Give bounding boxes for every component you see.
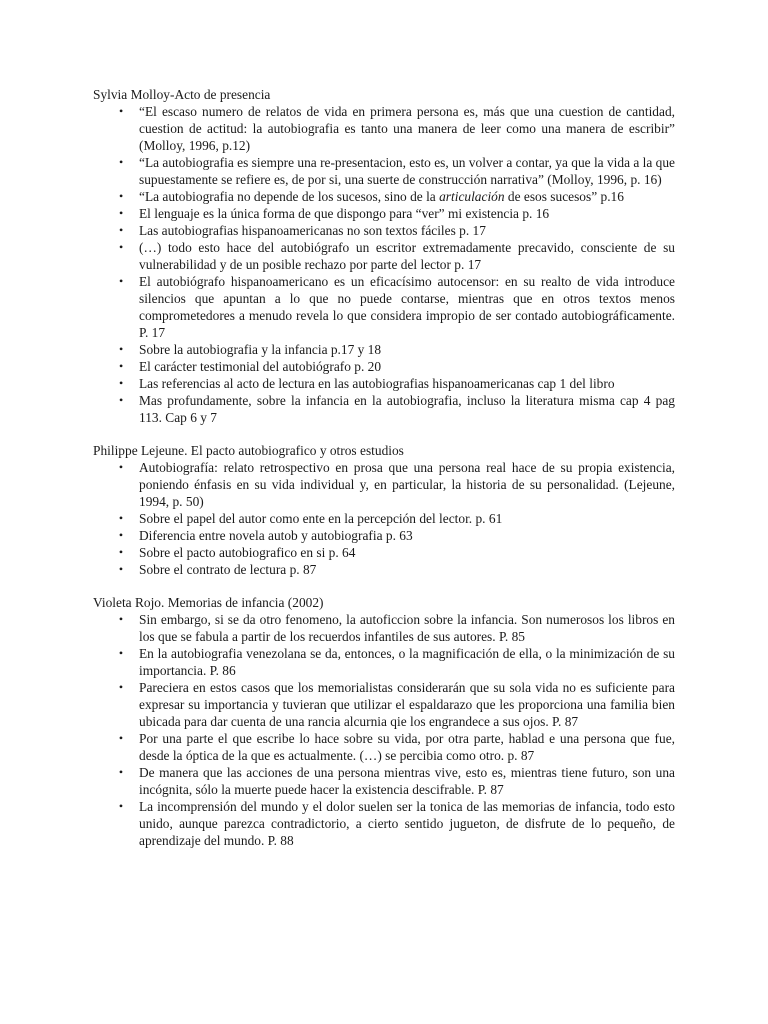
list-item (93, 273, 675, 341)
section-rojo (93, 594, 675, 849)
item-text: Pareciera en estos casos que los memorialistas considerarán que su sola vida no es suficiente para expresar su importancia y tuvieran que utilizar el espaldarazo que les proporciona una familia bien ubicada para dar cuenta de una rancia alcurnia qie los engrandece a sus ojos. P. 87 (139, 680, 675, 729)
bullet-icon: • (118, 223, 124, 237)
list-item (93, 510, 675, 527)
item-text: El carácter testimonial del autobiógrafo p. 20 (139, 359, 382, 374)
document-page (93, 86, 675, 849)
bullet-icon: • (118, 646, 124, 660)
item-text: Por una parte el que escribe lo hace sobre su vida, por otra parte, hablad e una persona que fue, desde la óptica de la que es actualmente. (…) se percibia como otro. p. 87 (139, 731, 675, 763)
item-text: “El escaso numero de relatos de vida en primera persona es, más que una cuestion de cantidad, cuestion de actitud: la autobiografia es tanto una manera de leer como una manera de escribir” (Molloy, 1996, p.12) (139, 104, 675, 153)
bullet-icon: • (118, 393, 124, 407)
bullet-icon: • (118, 545, 124, 559)
item-text-after: de esos sucesos” p.16 (504, 189, 624, 204)
bullet-icon: • (118, 460, 124, 474)
list-item (93, 798, 675, 849)
list-item (93, 611, 675, 645)
bullet-icon: • (118, 189, 124, 203)
item-text: La incomprensión del mundo y el dolor suelen ser la tonica de las memorias de infancia, todo esto unido, aunque parezca contradictorio, a cierto sentido jugueton, de disfrute de lo pequeño, de aprendizaje del mundo. P. 88 (139, 799, 675, 848)
bullet-list (93, 459, 675, 578)
section-title: Violeta Rojo. Memorias de infancia (2002) (93, 595, 324, 610)
list-item (93, 154, 675, 188)
item-text: “La autobiografia es siempre una re-presentacion, esto es, un volver a contar, ya que la vida a la que supuestamente se refiere es, de por si, una suerte de construcción narrativa” (Molloy, 1996, p. 16) (139, 155, 675, 187)
list-item (93, 205, 675, 222)
bullet-icon: • (118, 206, 124, 220)
bullet-icon: • (118, 104, 124, 118)
item-text: Mas profundamente, sobre la infancia en la autobiografia, incluso la literatura misma cap 4 pag 113. Cap 6 y 7 (139, 393, 675, 425)
bullet-icon: • (118, 799, 124, 813)
list-item (93, 645, 675, 679)
section-title: Philippe Lejeune. El pacto autobiografico y otros estudios (93, 443, 404, 458)
bullet-icon: • (118, 155, 124, 169)
list-item (93, 375, 675, 392)
list-item (93, 527, 675, 544)
item-text: Las autobiografias hispanoamericanas no son textos fáciles p. 17 (139, 223, 486, 238)
item-text: Sobre la autobiografia y la infancia p.17 y 18 (139, 342, 382, 357)
bullet-icon: • (118, 274, 124, 288)
section-title: Sylvia Molloy-Acto de presencia (93, 87, 271, 102)
list-item (93, 103, 675, 154)
bullet-icon: • (118, 680, 124, 694)
item-text-emphasis: articulación (439, 189, 505, 204)
item-text: Autobiografía: relato retrospectivo en prosa que una persona real hace de su propia existencia, poniendo énfasis en su vida individual y, en particular, la historia de su personalidad. (Lejeune, 1994, p. 50) (139, 460, 675, 509)
list-item (93, 188, 675, 205)
bullet-icon: • (118, 342, 124, 356)
list-item (93, 459, 675, 510)
list-item (93, 730, 675, 764)
bullet-list (93, 103, 675, 426)
bullet-icon: • (118, 528, 124, 542)
item-text-before: “La autobiografia no depende de los sucesos, sino de la (139, 189, 440, 204)
item-text: Sin embargo, si se da otro fenomeno, la autoficcion sobre la infancia. Son numerosos los libros en los que se fabula a partir de los recuerdos infantiles de sus autores. P. 85 (139, 612, 675, 644)
item-text: Sobre el papel del autor como ente en la percepción del lector. p. 61 (139, 511, 503, 526)
list-item (93, 392, 675, 426)
bullet-icon: • (118, 731, 124, 745)
bullet-icon: • (118, 562, 124, 576)
bullet-list (93, 611, 675, 849)
list-item (93, 764, 675, 798)
item-text: Sobre el pacto autobiografico en si p. 64 (139, 545, 356, 560)
item-text: El lenguaje es la única forma de que dispongo para “ver” mi existencia p. 16 (139, 206, 550, 221)
item-text: El autobiógrafo hispanoamericano es un eficacísimo autocensor: en su realto de vida introduce silencios que apuntan a lo que no puede contarse, mientras que en otros textos menos comprometedores a menudo revela lo que considera impropio de ser contado autobiográficamente. P. 17 (139, 274, 675, 340)
item-text: (…) todo esto hace del autobiógrafo un escritor extremadamente precavido, consciente de su vulnerabilidad y de un posible rechazo por parte del lector p. 17 (139, 240, 675, 272)
list-item (93, 341, 675, 358)
list-item (93, 239, 675, 273)
list-item (93, 222, 675, 239)
list-item (93, 679, 675, 730)
item-text: En la autobiografia venezolana se da, entonces, o la magnificación de ella, o la minimización de su importancia. P. 86 (139, 646, 675, 678)
section-lejeune (93, 442, 675, 578)
item-text: Sobre el contrato de lectura p. 87 (139, 562, 317, 577)
bullet-icon: • (118, 240, 124, 254)
bullet-icon: • (118, 376, 124, 390)
section-molloy (93, 86, 675, 426)
item-text: De manera que las acciones de una persona mientras vive, esto es, mientras tiene futuro, son una incógnita, sólo la muerte puede hacer la existencia descifrable. P. 87 (139, 765, 675, 797)
bullet-icon: • (118, 765, 124, 779)
item-text: Diferencia entre novela autob y autobiografia p. 63 (139, 528, 413, 543)
list-item (93, 561, 675, 578)
bullet-icon: • (118, 612, 124, 626)
bullet-icon: • (118, 511, 124, 525)
bullet-icon: • (118, 359, 124, 373)
list-item (93, 358, 675, 375)
list-item (93, 544, 675, 561)
item-text: Las referencias al acto de lectura en las autobiografias hispanoamericanas cap 1 del libro (139, 376, 615, 391)
